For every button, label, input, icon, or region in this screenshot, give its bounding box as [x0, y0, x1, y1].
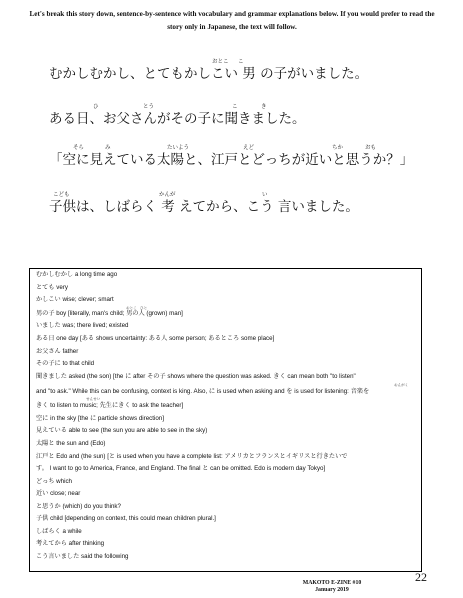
vocab-row: 江戸と Edo and (the sun) [と is used when you have a complete list: アメリカとフランスとイギリスと行きたいで: [36, 453, 348, 460]
story-text: [0, 0, 463, 240]
furigana: こ: [238, 59, 244, 65]
furigana: えど: [243, 145, 255, 151]
story-sentence: 子供は、しばらく 考 えてから、こう 言いました。: [49, 199, 359, 215]
furigana: おも: [365, 145, 377, 151]
furigana: ちか: [332, 145, 344, 151]
vocab-row: どっち which: [36, 478, 72, 485]
footer-date: January 2019: [315, 587, 349, 593]
furigana: とう: [143, 104, 155, 110]
page-number: 22: [415, 570, 427, 584]
vocab-row: and "to ask." While this can be confusing, context is king. Also, に is used when asking and を is used for listening: 音楽を: [36, 388, 370, 395]
vocab-row: 男の子 boy [literally, man's child; 男の人 (grown) man]: [36, 310, 183, 317]
vocab-row: その子に to that child: [36, 360, 95, 367]
vocab-row: 近い close; near: [36, 490, 81, 497]
footer: [292, 580, 372, 594]
vocab-furigana: おんがく: [394, 383, 409, 387]
story-sentence: 「空に見えている太陽と、江戸とどっちが近いと思うか？」: [49, 152, 414, 168]
vocab-row: 考えてから after thinking: [36, 540, 105, 547]
vocab-row: ある日 one day [ある shows uncertainty: ある人 some person; あるところ some place]: [36, 335, 275, 342]
furigana: い: [262, 192, 268, 198]
furigana: こども: [53, 192, 70, 198]
furigana: み: [105, 145, 111, 151]
vocab-furigana: ひと: [140, 306, 148, 310]
vocab-row: むかしむかし a long time ago: [36, 271, 118, 278]
furigana: かんが: [159, 192, 176, 198]
furigana: そら: [73, 145, 85, 151]
vocab-furigana: おとこ: [126, 306, 137, 310]
vocab-row: いました was; there lived; existed: [36, 322, 129, 329]
vocab-row: お父さん father: [36, 348, 79, 355]
vocab-row: かしこい wise; clever; smart: [36, 296, 114, 303]
vocab-row: こう言いました said the following: [36, 553, 129, 560]
intro-paragraph: Let's break this story down, sentence-by-sentence with vocabulary and grammar explanations below. If you would prefer to read the story only in Japanese, the text will follow.: [29, 10, 435, 31]
vocab-row: きく to listen to music; 先生にきく to ask the teacher]: [36, 402, 184, 409]
vocab-row: 子供 child [depending on context, this could mean children plural.]: [36, 515, 216, 522]
vocabulary-box: [29, 268, 422, 572]
vocab-row: 見えている able to see (the sun you are able to see in the sky): [36, 427, 208, 434]
furigana: ひ: [93, 104, 99, 110]
vocab-row: 空に in the sky [the に particle shows direction]: [36, 415, 164, 422]
vocab-furigana: せんせい: [86, 397, 101, 401]
furigana: き: [261, 104, 267, 110]
furigana: たいよう: [167, 145, 190, 151]
vocab-row: す。 I want to go to America, France, and England. The final と can be omitted. Edo is modern day Tokyo]: [36, 465, 326, 472]
story-sentence: ある日、お父さんがその子に聞きました。: [49, 111, 306, 127]
vocab-row: 聞きました asked (the son) [the に after その子 shows where the question was asked. きく can mean both "to listen": [36, 373, 356, 380]
furigana: おとこ: [212, 59, 229, 65]
furigana: こ: [232, 104, 238, 110]
vocab-row: と思うか (which) do you think?: [36, 503, 121, 510]
footer-zine-title: MAKOTO E-ZINE #10: [302, 580, 362, 586]
vocab-row: とても very: [36, 284, 68, 291]
vocab-row: しばらく a while: [36, 528, 82, 535]
vocab-row: 太陽と the sun and (Edo): [36, 440, 106, 447]
story-sentence: むかしむかし、とてもかしこい 男 の子がいました。: [49, 66, 369, 82]
